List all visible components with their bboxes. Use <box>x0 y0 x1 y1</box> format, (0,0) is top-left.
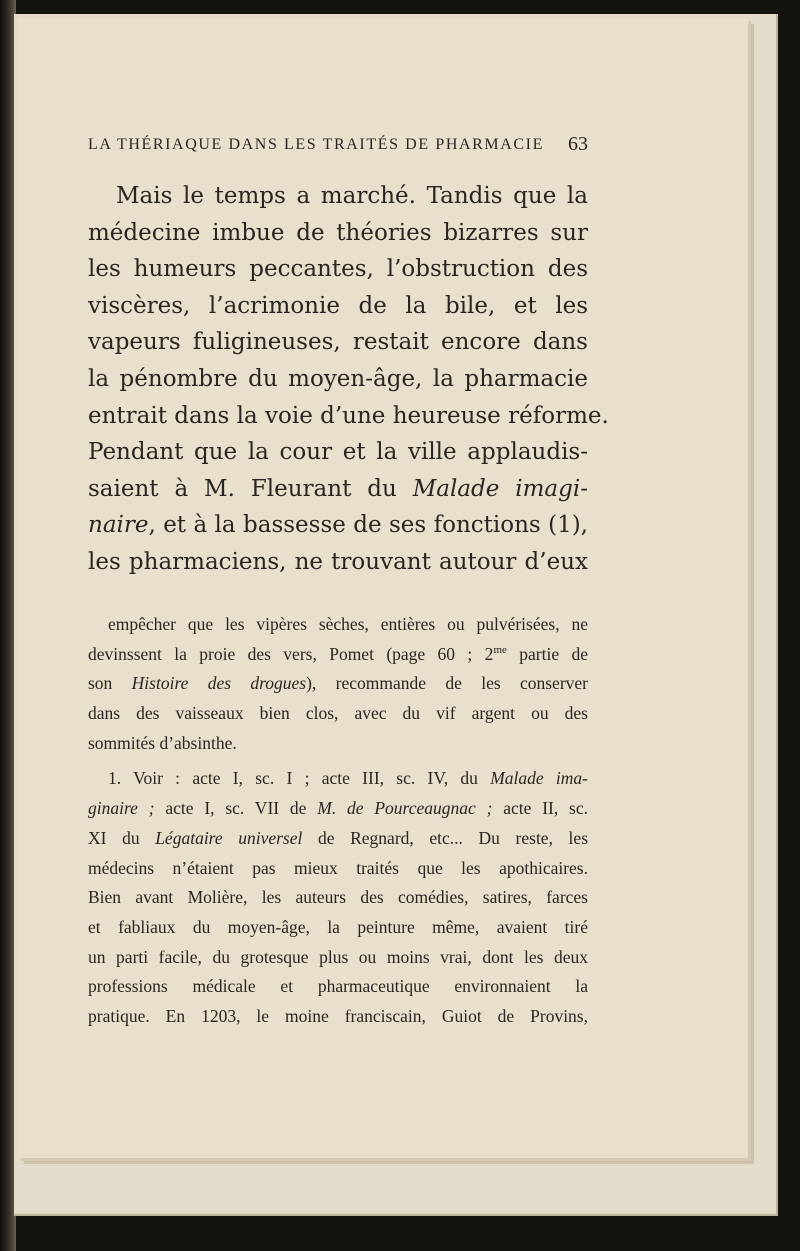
footnote-line <box>88 824 588 854</box>
footnote-line: pratique. En 1203, le moine franciscain, Guiot de Provins, <box>88 1005 588 1026</box>
body-text-run: saient à M. Fleurant du <box>88 475 413 502</box>
body-text-run: , et à la bassesse de ses fonctions (1), <box>148 512 588 539</box>
footnotes <box>88 610 588 1032</box>
body-line: Mais le temps a marché. Tandis que la <box>116 183 588 209</box>
body-line: Pendant que la cour et la ville applaudis- <box>88 439 588 466</box>
book-page <box>18 18 748 1158</box>
footnote-line <box>88 640 588 670</box>
note-run: de Regnard, etc... Du reste, les <box>302 827 588 848</box>
footnote-line: Bien avant Molière, les auteurs des comédies, satires, farces <box>88 887 588 908</box>
footnote-line <box>88 794 588 824</box>
note-run: XI du <box>88 827 156 848</box>
running-head-title: LA THÉRIAQUE DANS LES TRAITÉS DE PHARMACIE <box>88 136 544 153</box>
body-line: les pharmaciens, ne trouvant autour d’eux <box>88 548 588 575</box>
note-run: acte II, sc. <box>492 798 588 819</box>
body-line: viscères, l’acrimonie de la bile, et les <box>88 292 588 319</box>
superscript: me <box>493 643 507 656</box>
footnote-line: empêcher que les vipères sèches, entières ou pulvérisées, ne <box>108 614 588 634</box>
body-line: vapeurs fuligineuses, restait encore dans <box>88 329 588 356</box>
work-title-malade-cont: ginaire ; <box>88 798 155 819</box>
footnote-line: sommités d’absinthe. <box>88 732 237 753</box>
main-text <box>88 178 609 581</box>
note-run: ), recommande de les conserver <box>306 673 588 694</box>
work-title-malade: Malade ima- <box>490 768 589 789</box>
work-title-malade: Malade imagi- <box>412 475 588 502</box>
note-run: acte I, sc. VII de <box>154 798 318 819</box>
footnote-line: dans des vaisseaux bien clos, avec du vif argent ou des <box>88 703 588 724</box>
page-number: 63 <box>568 133 588 155</box>
footnote-line: un parti facile, du grotesque plus ou moins vrai, dont les deux <box>88 946 588 967</box>
note-run: devinssent la proie des vers, Pomet (page 60 ; 2 <box>88 643 494 664</box>
footnote-line: et fabliaux du moyen-âge, la peinture même, avaient tiré <box>88 916 588 937</box>
footnote-line <box>88 669 588 699</box>
work-title-pourceaugnac: M. de Pourceaugnac ; <box>317 798 493 819</box>
body-line: médecine imbue de théories bizarres sur <box>88 219 588 246</box>
note-run: 1. Voir : acte I, sc. I ; acte III, sc. IV, du <box>108 768 491 789</box>
work-title-malade-cont: naire <box>88 512 149 539</box>
footnote-line: médecins n’étaient pas mieux traités que les apothicaires. <box>88 857 588 878</box>
work-title-histoire: Histoire des drogues <box>131 673 307 694</box>
body-line <box>88 471 588 508</box>
body-line: la pénombre du moyen-âge, la pharmacie <box>88 365 588 392</box>
body-line: les humeurs peccantes, l’obstruction des <box>88 256 588 283</box>
footnote-line: professions médicale et pharmaceutique environnaient la <box>88 976 588 997</box>
body-line <box>88 507 588 544</box>
work-title-legataire: Légataire universel <box>155 827 303 848</box>
note-run: son <box>88 673 132 694</box>
note-run: partie de <box>506 643 589 664</box>
body-line: entrait dans la voie d’une heureuse réforme. <box>88 402 609 429</box>
footnote-line <box>88 764 588 794</box>
